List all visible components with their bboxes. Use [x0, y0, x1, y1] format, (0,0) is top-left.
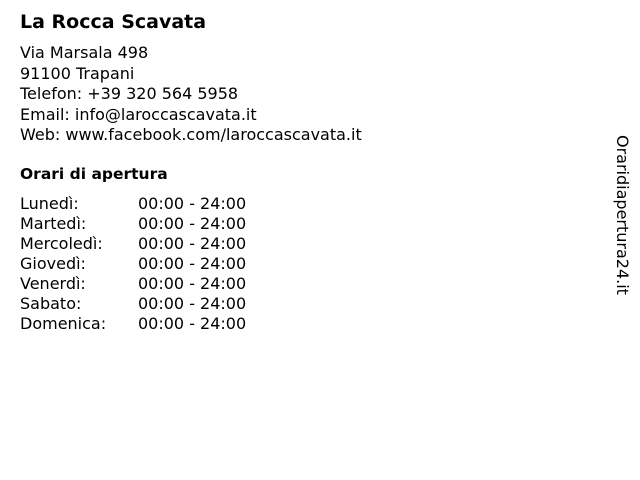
phone-line: Telefon: +39 320 564 5958 [20, 84, 239, 103]
hours-row-wednesday [20, 234, 270, 254]
time-range: 00:00 - 24:00 [138, 194, 247, 213]
business-name: La Rocca Scavata [20, 11, 207, 33]
hours-row-thursday [20, 254, 270, 274]
day-label: Lunedì: [20, 194, 79, 213]
hours-row-sunday [20, 314, 270, 334]
time-range: 00:00 - 24:00 [138, 274, 247, 293]
email-line: Email: info@laroccascavata.it [20, 104, 257, 124]
time-range: 00:00 - 24:00 [138, 294, 247, 313]
hours-table [20, 194, 270, 334]
time-range: 00:00 - 24:00 [138, 314, 247, 333]
web-line: Web: www.facebook.com/laroccascavata.it [20, 125, 362, 144]
hours-row-saturday [20, 294, 270, 314]
address-city: 91100 Trapani [20, 63, 135, 83]
hours-row-friday [20, 274, 270, 294]
hours-row-monday [20, 194, 270, 214]
time-range: 00:00 - 24:00 [138, 234, 247, 253]
day-label: Mercoledì: [20, 234, 103, 253]
day-label: Giovedì: [20, 254, 86, 273]
watermark-text: Oraridiapertura24.it [613, 135, 632, 295]
day-label: Domenica: [20, 314, 107, 333]
time-range: 00:00 - 24:00 [138, 214, 247, 233]
day-label: Sabato: [20, 294, 82, 313]
hours-row-tuesday [20, 214, 270, 234]
day-label: Venerdì: [20, 274, 86, 293]
day-label: Martedì: [20, 214, 87, 233]
time-range: 00:00 - 24:00 [138, 254, 247, 273]
contact-block [20, 43, 362, 146]
address-street: Via Marsala 498 [20, 43, 149, 62]
hours-heading: Orari di apertura [20, 165, 168, 183]
